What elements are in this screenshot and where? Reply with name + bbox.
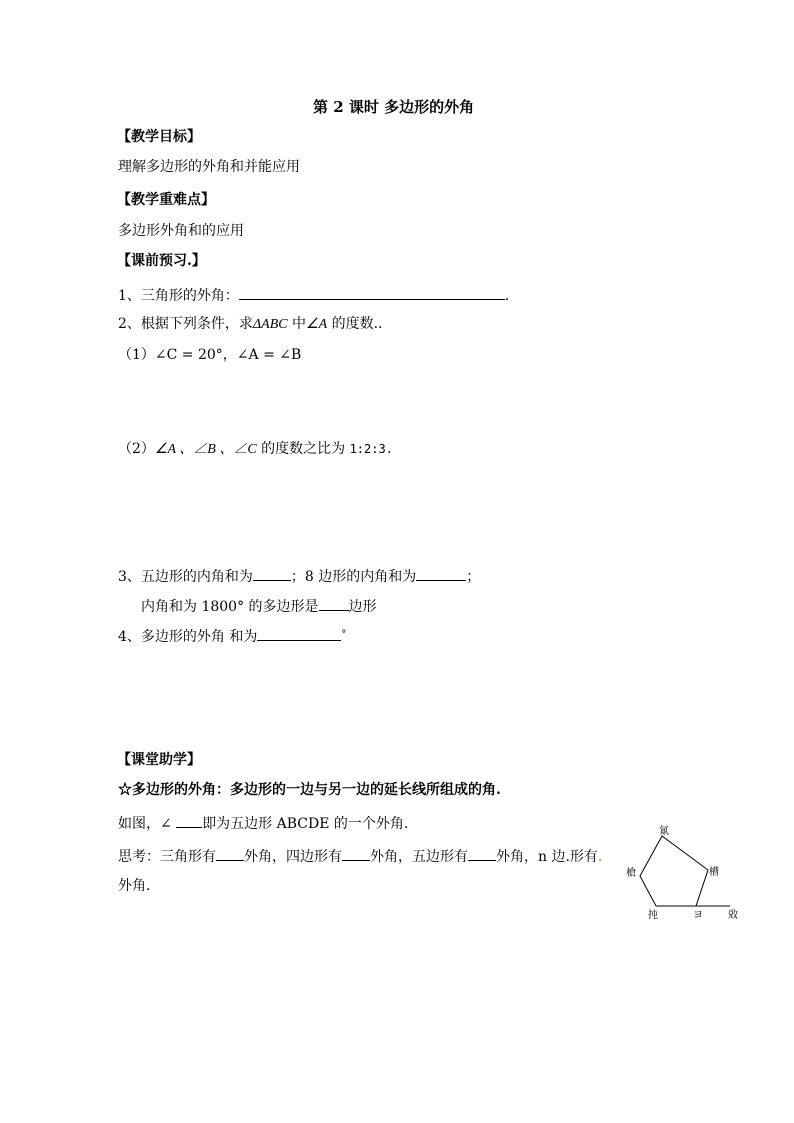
question-1-label: 1、三角形的外角： bbox=[118, 288, 239, 304]
question-3-part-3: ； bbox=[466, 569, 481, 585]
question-2-sub-2-pre: （2） bbox=[118, 441, 155, 457]
question-3 bbox=[118, 566, 480, 586]
preview-heading: 【课前预习.】 bbox=[117, 253, 206, 269]
question-2-sub-2-angles: ∠A 、∠B 、∠C bbox=[154, 442, 257, 457]
angle-a: ∠A bbox=[306, 317, 328, 332]
vertex-label-bottom-left: 扽 bbox=[648, 910, 658, 921]
figure-sentence bbox=[118, 813, 408, 833]
pentagon-figure bbox=[610, 818, 750, 924]
question-2-label: 2、根据下列条件，求 bbox=[118, 316, 253, 332]
triangle-exterior-count-blank[interactable] bbox=[216, 846, 244, 861]
key-points-heading: 【教学重难点】 bbox=[117, 192, 215, 208]
triangle-abc: ΔABC bbox=[252, 317, 288, 332]
question-3-part-1: 3、五边形的内角和为 bbox=[118, 569, 253, 585]
think-line-2: 外角. bbox=[118, 878, 151, 894]
vertex-label-left: 槍 bbox=[626, 868, 636, 879]
figure-sentence-pre: 如图，∠ bbox=[118, 816, 177, 832]
page-title: 第 2 课时 多边形的外角 bbox=[313, 98, 475, 116]
question-3-line-2-post: 边形 bbox=[348, 599, 377, 615]
think-question bbox=[118, 846, 602, 866]
think-c: 外角，n 边.形有 bbox=[496, 849, 598, 865]
vertex-label-top: 氱 bbox=[659, 826, 669, 837]
think-a: 外角，四边形有 bbox=[244, 849, 342, 865]
think-pre: 思考：三角形有 bbox=[118, 849, 216, 865]
pentagon-outline bbox=[640, 836, 708, 906]
question-4-label: 4、多边形的外角 和为 bbox=[118, 629, 258, 645]
goals-text: 理解多边形的外角和并能应用 bbox=[118, 159, 300, 175]
pentagon-interior-sum-blank[interactable] bbox=[253, 566, 291, 581]
vertex-label-right: 槽 bbox=[709, 867, 719, 878]
think-b: 外角，五边形有 bbox=[370, 849, 468, 865]
octagon-interior-sum-blank[interactable] bbox=[416, 566, 466, 581]
question-1-blank[interactable] bbox=[239, 285, 505, 300]
question-3-part-2: ；8 边形的内角和为 bbox=[290, 569, 417, 585]
exterior-sum-blank[interactable] bbox=[257, 626, 341, 641]
polygon-sides-blank[interactable] bbox=[319, 596, 349, 611]
ratio-value: 1:2:3. bbox=[349, 442, 393, 456]
figure-sentence-post: 即为五边形 ABCDE 的一个外角. bbox=[202, 816, 409, 832]
quadrilateral-exterior-count-blank[interactable] bbox=[342, 846, 370, 861]
question-1 bbox=[118, 285, 509, 305]
question-3-line-2-pre: 内角和为 1800° 的多边形是 bbox=[141, 599, 319, 615]
extension-label: 敚 bbox=[728, 910, 738, 921]
question-2-end: 的度数.. bbox=[327, 316, 383, 332]
class-heading: 【课堂助学】 bbox=[117, 752, 201, 768]
key-points-text: 多边形外角和的应用 bbox=[118, 223, 244, 239]
exterior-angle-blank[interactable] bbox=[176, 813, 202, 828]
think-dot: . bbox=[597, 849, 603, 865]
question-2-sub-2-post: 的度数之比为 bbox=[256, 441, 350, 457]
exterior-angle-definition: ☆多边形的外角：多边形的一边与另一边的延长线所组成的角. bbox=[118, 782, 501, 798]
vertex-label-bottom-right: ヨ bbox=[693, 910, 703, 921]
pentagon-exterior-count-blank[interactable] bbox=[468, 846, 496, 861]
question-2-sub-2 bbox=[118, 440, 393, 459]
question-1-end: . bbox=[504, 288, 510, 304]
question-4 bbox=[118, 626, 346, 646]
question-4-end: ° bbox=[341, 629, 347, 640]
question-2-mid: 中 bbox=[287, 316, 307, 332]
goals-heading: 【教学目标】 bbox=[117, 129, 201, 145]
question-2-sub-1: （1）∠C = 20°，∠A = ∠B bbox=[118, 347, 302, 363]
question-2 bbox=[118, 315, 383, 334]
question-3-line-2 bbox=[141, 596, 377, 616]
